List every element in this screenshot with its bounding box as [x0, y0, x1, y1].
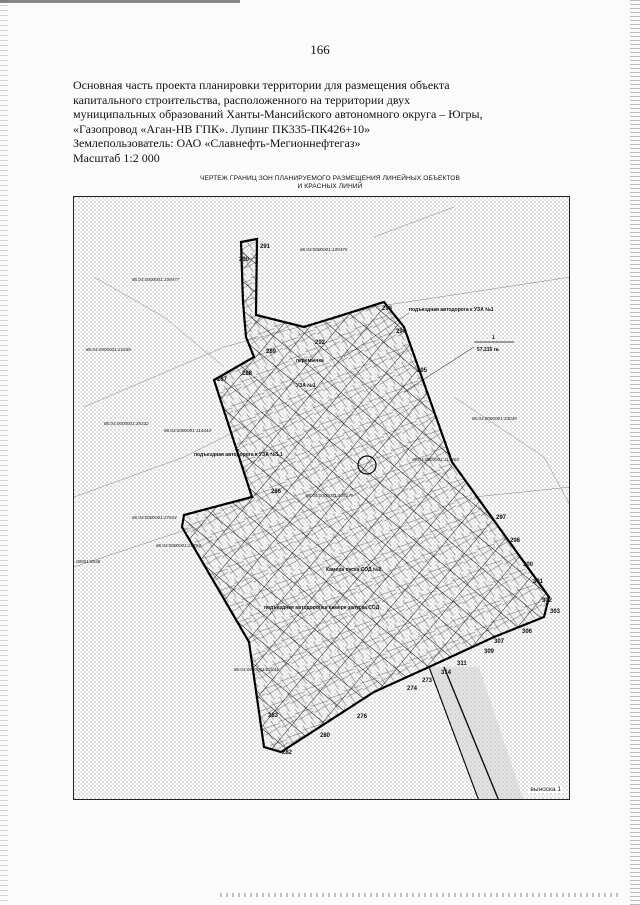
scan-edge-bottom [220, 893, 620, 897]
point-label: 303 [550, 609, 561, 615]
area-fraction-numerator: 1 [492, 335, 495, 341]
point-label: 273 [422, 678, 433, 684]
cadastral-number: 86:04:0000001:114360 [412, 457, 459, 462]
page-number: 166 [310, 42, 330, 57]
point-label: 293 [382, 306, 393, 312]
point-label: 298 [510, 538, 521, 544]
document-header [73, 78, 543, 165]
point-label: 282 [282, 750, 293, 756]
land-user-line: Землепользователь: ОАО «Славнефть-Мегионнефтегаз» [73, 136, 361, 150]
point-label: 306 [522, 629, 533, 635]
point-label: 280 [320, 733, 331, 739]
cadastral-number: 86:04:0000001:35332 [104, 421, 149, 426]
point-label: 274 [407, 686, 418, 692]
scan-edge-right [630, 0, 640, 905]
point-label: 287 [217, 377, 228, 383]
map-title-line: И КРАСНЫХ ЛИНИЙ [297, 183, 363, 190]
note-bridge: перемычка [296, 358, 324, 364]
point-label: 294 [396, 329, 407, 335]
point-label: 290 [239, 257, 250, 263]
area-fraction-denominator: 57,215 га [477, 347, 499, 353]
note-valve-1: УЗА №1 [296, 383, 316, 389]
header-line: капитального строительства, расположенного на территории двух [73, 92, 411, 107]
point-label: 309 [484, 649, 495, 655]
map-title [150, 175, 510, 191]
point-label: 301 [533, 579, 544, 585]
note-access-road-1-1: подъездная автодорога к УЗА №1.1 [194, 452, 283, 458]
planning-map [73, 196, 570, 800]
point-label: 276 [357, 714, 368, 720]
point-label: 291 [260, 244, 271, 250]
scale-line: Масштаб 1:2 000 [73, 150, 160, 165]
point-label: 286 [271, 489, 282, 495]
point-label: 283 [268, 713, 279, 719]
cadastral-number: 86:04:0000001:27604 [132, 515, 177, 520]
point-label: 314 [441, 670, 452, 676]
callout-note: выноска 1 [530, 786, 561, 793]
note-launch-chamber: Камера пуска СОД №2 [326, 567, 382, 573]
point-label: 307 [494, 639, 505, 645]
note-access-road-chamber: подъездная автодорога к камере запуска СОД [264, 605, 380, 611]
cadastral-number: 86:04:0000001:27493 [156, 543, 201, 548]
cadastral-number: 86:04:0000001:33049 [472, 416, 517, 421]
point-label: 292 [315, 340, 326, 346]
point-label: 288 [242, 371, 253, 377]
map-drawing [74, 197, 570, 800]
point-label: 311 [457, 661, 467, 667]
point-label: 300 [523, 562, 534, 568]
scan-edge-left [0, 0, 8, 905]
cadastral-number: 00001:5036 [76, 559, 101, 564]
point-label: 297 [496, 515, 507, 521]
header-line: Основная часть проекта планировки территории для размещения объекта [73, 78, 450, 92]
header-line: «Газопровод «Аган-НВ ГПК». Лупинг ПК335-ПК426+10» [73, 121, 371, 136]
point-label: 289 [266, 349, 277, 355]
map-title-line: ЧЕРТЕЖ ГРАНИЦ ЗОН ПЛАНИРУЕМОГО РАЗМЕЩЕНИЯ ЛИНЕЙНЫХ ОБЪЕКТОВ [199, 175, 461, 182]
cadastral-number: 86:04:0000001:21841 [234, 667, 279, 672]
cadastral-number: 86:04:0000001:114444 [164, 428, 211, 433]
header-line: муниципальных образований Ханты-Мансийского автономного округа – Югры, [73, 107, 483, 121]
point-label: 302 [542, 598, 553, 604]
cadastral-number: 86:04:0000001:21839 [86, 347, 131, 352]
cadastral-number: 86:04:0000001:105179 [306, 493, 354, 498]
point-label: 295 [417, 368, 428, 374]
cadastral-number: 86:04:0000001:109477 [132, 277, 180, 282]
note-access-road-1: подъездная автодорога к УЗА №1 [409, 307, 494, 313]
cadastral-number: 86:04:0000001:109475 [300, 247, 348, 252]
scan-edge-top [0, 0, 240, 3]
